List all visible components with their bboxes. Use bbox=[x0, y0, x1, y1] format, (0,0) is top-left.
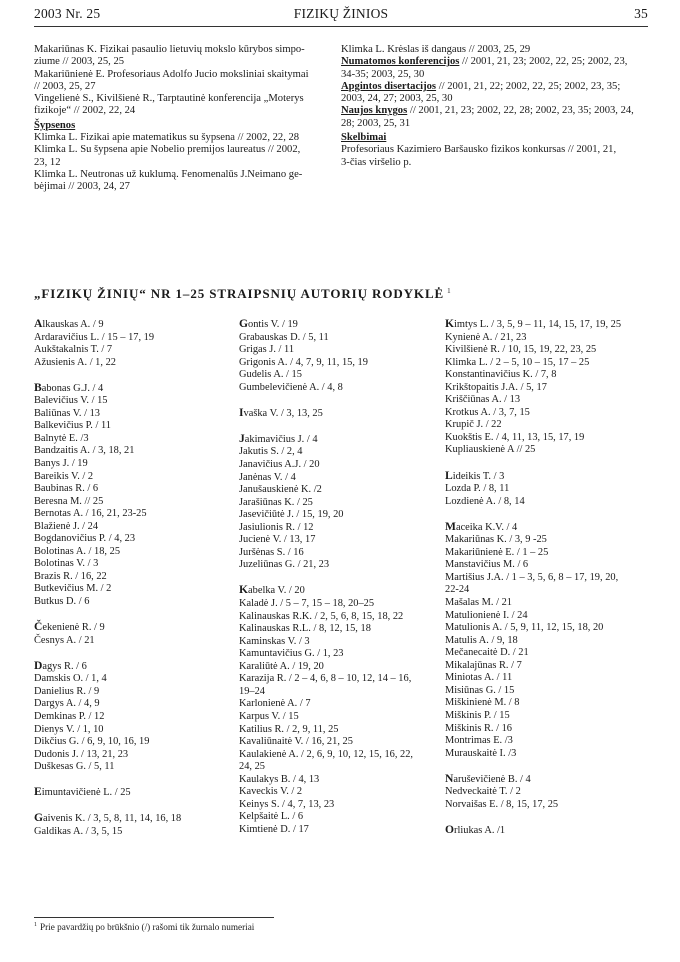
author-entry: Butkus D. / 6 bbox=[34, 596, 90, 608]
section-heading: Naujos knygos bbox=[341, 105, 408, 117]
author-entry: Murauskaitė I. /3 bbox=[445, 747, 517, 759]
author-entry: Jucienė V. / 13, 17 bbox=[239, 534, 316, 546]
author-entry: Makariūnas K. / 3, 9 -25 bbox=[445, 534, 547, 546]
article-entry: fizikoje“ // 2002, 22, 24 bbox=[34, 105, 136, 117]
letter-initial: Č bbox=[34, 620, 43, 634]
author-entry: Kaulakys B. / 4, 13 bbox=[239, 773, 320, 785]
author-entry bbox=[34, 660, 234, 674]
author-entry: Aukštakalnis T. / 7 bbox=[34, 344, 113, 356]
author-entry: Katilius R. / 2, 9, 11, 25 bbox=[239, 723, 339, 735]
author-entry: Brazis R. / 16, 22 bbox=[34, 570, 107, 582]
index-column-2 bbox=[239, 318, 419, 836]
author-entry: Galdikas A. / 3, 5, 15 bbox=[34, 825, 123, 837]
article-entry: Makariūnienė E. Profesoriaus Adolfo Jucio moksliniai skaitymai bbox=[34, 68, 309, 80]
author-text: imtys L. / 3, 5, 9 – 11, 14, 15, 17, 19, 25 bbox=[454, 319, 622, 330]
article-entry: Klimka L. Su šypsena apie Nobelio premijos laureatus // 2002, bbox=[34, 144, 301, 156]
author-entry bbox=[239, 318, 419, 332]
author-text: ontis V. / 19 bbox=[248, 319, 298, 330]
author-entry: Kaveckis V. / 2 bbox=[239, 786, 303, 798]
page-header bbox=[34, 6, 648, 24]
author-entry: Miškinis R. / 16 bbox=[445, 722, 512, 734]
footnote-number: 1 bbox=[34, 922, 37, 928]
author-entry: Bolotinas A. / 18, 25 bbox=[34, 545, 121, 557]
article-entry: // 2003, 25, 27 bbox=[34, 80, 96, 92]
letter-initial: N bbox=[445, 771, 454, 785]
author-entry: Baliūnas V. / 13 bbox=[34, 407, 101, 419]
author-entry: Matulionis A. / 5, 9, 11, 12, 15, 18, 20 bbox=[445, 622, 604, 634]
article-entry: ziume // 2003, 25, 25 bbox=[34, 56, 125, 68]
author-text: rliukas A. /1 bbox=[454, 824, 506, 836]
author-entry: Norvaišas E. / 8, 15, 17, 25 bbox=[445, 798, 559, 810]
author-entry: Mikalajūnas R. / 7 bbox=[445, 659, 522, 671]
article-refs: // 2001, 21, 22; 2002, 22, 25; 2002, 23, 35; bbox=[436, 80, 621, 92]
author-text: abonas G.J. / 4 bbox=[41, 382, 104, 394]
letter-gap bbox=[34, 369, 234, 382]
author-entry: Grigas J. / 11 bbox=[239, 344, 295, 356]
letter-gap bbox=[34, 609, 234, 622]
author-text: ekenienė R. / 9 bbox=[42, 622, 105, 634]
author-entry: Kynienė A. / 21, 23 bbox=[445, 331, 527, 343]
author-entry: Lozdienė A. / 8, 14 bbox=[445, 495, 525, 507]
author-entry bbox=[34, 382, 234, 396]
author-entry: Montrimas E. /3 bbox=[445, 735, 513, 747]
author-entry: Kuokštis E. / 4, 11, 13, 15, 17, 19 bbox=[445, 431, 585, 443]
author-entry: Dikčius G. / 6, 9, 10, 16, 19 bbox=[34, 736, 150, 748]
author-entry: Kalinauskas R.K. / 2, 5, 6, 8, 15, 18, 22 bbox=[239, 610, 404, 622]
article-entry bbox=[341, 56, 637, 68]
article-entry: Vingelienė S., Kivilšienė R., Tarptautinė konferencija „Moterys bbox=[34, 93, 304, 105]
author-entry: Ardaravičius L. / 15 – 17, 19 bbox=[34, 331, 155, 343]
author-entry bbox=[445, 824, 650, 838]
author-entry bbox=[445, 470, 650, 484]
author-entry: Bareikis V. / 2 bbox=[34, 470, 94, 482]
letter-initial: J bbox=[239, 431, 245, 445]
section-heading: Numatomos konferencijos bbox=[341, 56, 460, 68]
author-text: agys R. / 6 bbox=[42, 660, 87, 672]
author-text: imuntavičienė L. / 25 bbox=[41, 787, 131, 799]
author-entry bbox=[445, 773, 650, 787]
article-entry: Profesoriaus Kazimiero Baršausko fizikos konkursas // 2001, 21, bbox=[341, 144, 617, 156]
letter-gap bbox=[445, 508, 650, 521]
author-entry: Karpus V. / 15 bbox=[239, 710, 299, 722]
author-entry: Manstavičius M. / 6 bbox=[445, 559, 529, 571]
author-entry: Jasiulionis R. / 12 bbox=[239, 521, 314, 533]
author-entry: Miškinienė M. / 8 bbox=[445, 697, 520, 709]
author-text: ideikis T. / 3 bbox=[452, 470, 505, 482]
section-heading: Šypsenos bbox=[34, 119, 76, 131]
author-entry bbox=[34, 621, 234, 635]
author-entry: Demkinas P. / 12 bbox=[34, 710, 105, 722]
letter-initial: K bbox=[239, 583, 249, 597]
author-entry: Klimka L. / 2 – 5, 10 – 15, 17 – 25 bbox=[445, 356, 590, 368]
letter-gap bbox=[239, 394, 419, 407]
letter-gap bbox=[445, 457, 650, 470]
author-entry: Matulis A. / 9, 18 bbox=[445, 634, 518, 646]
article-entry: Klimka L. Fizikai apie matematikus su šypsena // 2002, 22, 28 bbox=[34, 132, 300, 144]
author-entry bbox=[445, 318, 650, 332]
letter-initial: E bbox=[34, 785, 42, 799]
journal-title: FIZIKŲ ŽINIOS bbox=[293, 6, 389, 21]
letter-initial: I bbox=[239, 405, 244, 419]
author-entry: Miniotas A. / 11 bbox=[445, 672, 513, 684]
author-entry: Krupič J. / 22 bbox=[445, 419, 502, 431]
author-entry: Damskis O. / 1, 4 bbox=[34, 673, 107, 685]
author-entry: 19–24 bbox=[239, 685, 265, 697]
author-entry: Balnytė E. /3 bbox=[34, 432, 89, 444]
article-refs: // 2001, 21, 23; 2002, 22, 28; 2002, 23, 35; 2003, 24, bbox=[407, 105, 634, 117]
author-entry: Dargys A. / 4, 9 bbox=[34, 698, 100, 710]
letter-initial: G bbox=[34, 811, 44, 825]
section-heading: Apgintos disertacijos bbox=[341, 80, 437, 92]
author-entry: Kriščiūnas A. / 13 bbox=[445, 394, 521, 406]
letter-initial: B bbox=[34, 380, 42, 394]
article-entry: Klimka L. Krėslas iš dangaus // 2003, 25, 29 bbox=[341, 44, 531, 55]
author-entry: Banys J. / 19 bbox=[34, 458, 88, 470]
author-entry: Dudonis J. / 13, 21, 23 bbox=[34, 748, 129, 760]
author-entry: Miškinis P. / 15 bbox=[445, 709, 510, 721]
letter-initial: G bbox=[239, 317, 249, 330]
author-entry: Blažienė J. / 24 bbox=[34, 520, 99, 532]
author-entry: Ažusienis A. / 1, 22 bbox=[34, 356, 116, 368]
author-entry: Juršėnas S. / 16 bbox=[239, 546, 304, 558]
author-entry: Janušauskienė K. /2 bbox=[239, 484, 322, 496]
article-entry bbox=[341, 81, 637, 93]
author-entry: Mečanecaitė D. / 21 bbox=[445, 647, 529, 659]
author-entry: Kaulakienė A. / 2, 6, 9, 10, 12, 15, 16, 22, bbox=[239, 748, 414, 760]
letter-initial: M bbox=[445, 519, 456, 533]
letter-initial: A bbox=[34, 317, 43, 330]
author-entry: Kaminskas V. / 3 bbox=[239, 635, 310, 647]
letter-gap bbox=[445, 760, 650, 773]
article-entry: Makariūnas K. Fizikai pasaulio lietuvių mokslo kūrybos simpo- bbox=[34, 44, 305, 55]
section-heading: Skelbimai bbox=[341, 132, 387, 144]
index-column-3 bbox=[445, 318, 650, 837]
article-entry: Klimka L. Neutronas už kuklumą. Fenomenalūs J.Neimano ge- bbox=[34, 168, 303, 180]
author-entry: Krotkus A. / 3, 7, 15 bbox=[445, 406, 530, 418]
author-entry: Keinys S. / 4, 7, 13, 23 bbox=[239, 798, 335, 810]
author-entry: Jarašiūnas K. / 25 bbox=[239, 496, 313, 508]
author-entry: Bernotas A. / 16, 21, 23-25 bbox=[34, 508, 147, 520]
author-entry: Baubinas R. / 6 bbox=[34, 483, 99, 495]
author-text: lkauskas A. / 9 bbox=[42, 319, 104, 330]
article-entry: 28; 2003, 25, 31 bbox=[341, 117, 411, 129]
author-text: aruševičienė B. / 4 bbox=[453, 773, 531, 785]
author-entry: Butkevičius M. / 2 bbox=[34, 583, 112, 595]
author-entry: Misiūnas G. / 15 bbox=[445, 684, 515, 696]
author-text: aivenis K. / 3, 5, 8, 11, 14, 16, 18 bbox=[43, 813, 182, 825]
author-entry: 22-24 bbox=[445, 584, 470, 596]
author-entry: Kelpšaitė L. / 6 bbox=[239, 811, 304, 823]
author-entry: Matulionienė I. / 24 bbox=[445, 609, 528, 621]
author-entry: Karazija R. / 2 – 4, 6, 8 – 10, 12, 14 – 16, bbox=[239, 673, 412, 685]
author-text: aceika K.V. / 4 bbox=[455, 521, 518, 533]
index-title-text: „FIZIKŲ ŽINIŲ“ NR 1–25 STRAIPSNIŲ AUTORIŲ RODYKLĖ bbox=[34, 286, 445, 301]
author-entry: Bolotinas V. / 3 bbox=[34, 558, 99, 570]
author-entry: Beresna M. // 25 bbox=[34, 495, 104, 507]
author-entry bbox=[34, 318, 234, 332]
article-entry: 2003, 24, 27; 2003, 25, 30 bbox=[341, 93, 453, 105]
author-entry: Kimtienė D. / 17 bbox=[239, 823, 309, 835]
index-column-1 bbox=[34, 318, 234, 838]
author-entry: Česnys A. / 21 bbox=[34, 634, 95, 646]
author-entry: Karlonienė A. / 7 bbox=[239, 698, 311, 710]
author-entry: Kaladė J. / 5 – 7, 15 – 18, 20–25 bbox=[239, 598, 375, 610]
article-entry: 3-čias viršelio p. bbox=[341, 156, 412, 168]
author-entry: Karaliūtė A. / 19, 20 bbox=[239, 660, 324, 672]
letter-gap bbox=[239, 420, 419, 433]
footnote-rule bbox=[34, 917, 274, 918]
author-entry: Juzeliūnas G. / 21, 23 bbox=[239, 559, 330, 571]
author-entry: Balkevičius P. / 11 bbox=[34, 420, 111, 432]
author-entry: Janėnas V. / 4 bbox=[239, 471, 296, 483]
author-entry: Mašalas M. / 21 bbox=[445, 597, 512, 609]
author-text: akimavičius J. / 4 bbox=[244, 433, 318, 445]
article-list-left bbox=[34, 44, 330, 194]
letter-gap bbox=[239, 572, 419, 585]
article-entry: bėjimai // 2003, 24, 27 bbox=[34, 181, 130, 193]
author-text: abelka V. / 20 bbox=[248, 585, 305, 597]
article-entry: 23, 12 bbox=[34, 156, 61, 168]
letter-gap bbox=[34, 647, 234, 660]
letter-initial: L bbox=[445, 468, 453, 482]
author-entry bbox=[239, 407, 419, 421]
author-entry: Bogdanovičius P. / 4, 23 bbox=[34, 533, 136, 545]
author-entry: Konstantinavičius K. / 7, 8 bbox=[445, 369, 557, 381]
author-entry bbox=[239, 433, 419, 447]
author-entry: Kavaliūnaitė V. / 16, 21, 25 bbox=[239, 736, 353, 748]
author-entry: Nedveckaitė T. / 2 bbox=[445, 786, 521, 798]
author-entry bbox=[445, 521, 650, 535]
author-entry: Lozda P. / 8, 11 bbox=[445, 483, 510, 495]
author-entry bbox=[239, 584, 419, 598]
author-entry: Balevičius V. / 15 bbox=[34, 395, 108, 407]
index-title bbox=[34, 286, 452, 302]
author-entry: Krikštopaitis J.A. / 5, 17 bbox=[445, 381, 547, 393]
author-entry: Kamuntavičius G. / 1, 23 bbox=[239, 648, 344, 660]
author-entry: Gumbelevičienė A. / 4, 8 bbox=[239, 381, 343, 393]
author-entry: Jasevičiūtė J. / 15, 19, 20 bbox=[239, 509, 344, 521]
issue-label: 2003 Nr. 25 bbox=[34, 6, 101, 21]
footnote-text: Prie pavardžių po brūkšnio (/) rašomi tik žurnalo numeriai bbox=[40, 922, 255, 933]
author-entry: Kivilšienė R. / 10, 15, 19, 22, 23, 25 bbox=[445, 344, 597, 356]
author-entry: Bandzaitis A. / 3, 18, 21 bbox=[34, 445, 135, 457]
author-entry bbox=[34, 812, 234, 826]
author-entry: Janavičius A.J. / 20 bbox=[239, 459, 320, 471]
author-entry bbox=[34, 786, 234, 800]
author-entry: Danielius R. / 9 bbox=[34, 685, 100, 697]
author-entry: Dienys V. / 1, 10 bbox=[34, 723, 104, 735]
letter-initial: K bbox=[445, 317, 455, 330]
header-rule bbox=[34, 26, 648, 27]
author-text: vaška V. / 3, 13, 25 bbox=[243, 407, 323, 419]
letter-gap bbox=[445, 811, 650, 824]
author-entry: Grigonis A. / 4, 7, 9, 11, 15, 19 bbox=[239, 356, 368, 368]
author-entry: Kupliauskienė A // 25 bbox=[445, 444, 536, 456]
author-entry: Martišius J.A. / 1 – 3, 5, 6, 8 – 17, 19, 20, bbox=[445, 571, 619, 583]
letter-gap bbox=[34, 774, 234, 787]
article-list-right bbox=[341, 44, 637, 169]
footnote bbox=[34, 922, 254, 932]
letter-initial: O bbox=[445, 822, 455, 836]
footnote-marker: 1 bbox=[447, 286, 452, 295]
author-entry: Grabauskas D. / 5, 11 bbox=[239, 331, 329, 343]
article-entry bbox=[341, 105, 637, 117]
letter-gap bbox=[34, 800, 234, 813]
author-entry: Gudelis A. / 15 bbox=[239, 369, 302, 381]
article-refs: // 2001, 21, 23; 2002, 22, 25; 2002, 23, bbox=[459, 56, 628, 68]
author-entry: Jakutis S. / 2, 4 bbox=[239, 446, 303, 458]
page-number: 35 bbox=[634, 6, 648, 21]
author-entry: Makariūnienė E. / 1 – 25 bbox=[445, 546, 549, 558]
author-entry: Duškesas G. / 5, 11 bbox=[34, 761, 115, 773]
author-entry: Kalinauskas R.L. / 8, 12, 15, 18 bbox=[239, 623, 371, 635]
author-entry: 24, 25 bbox=[239, 761, 265, 773]
article-entry: 34-35; 2003, 25, 30 bbox=[341, 68, 425, 80]
letter-initial: D bbox=[34, 658, 43, 672]
